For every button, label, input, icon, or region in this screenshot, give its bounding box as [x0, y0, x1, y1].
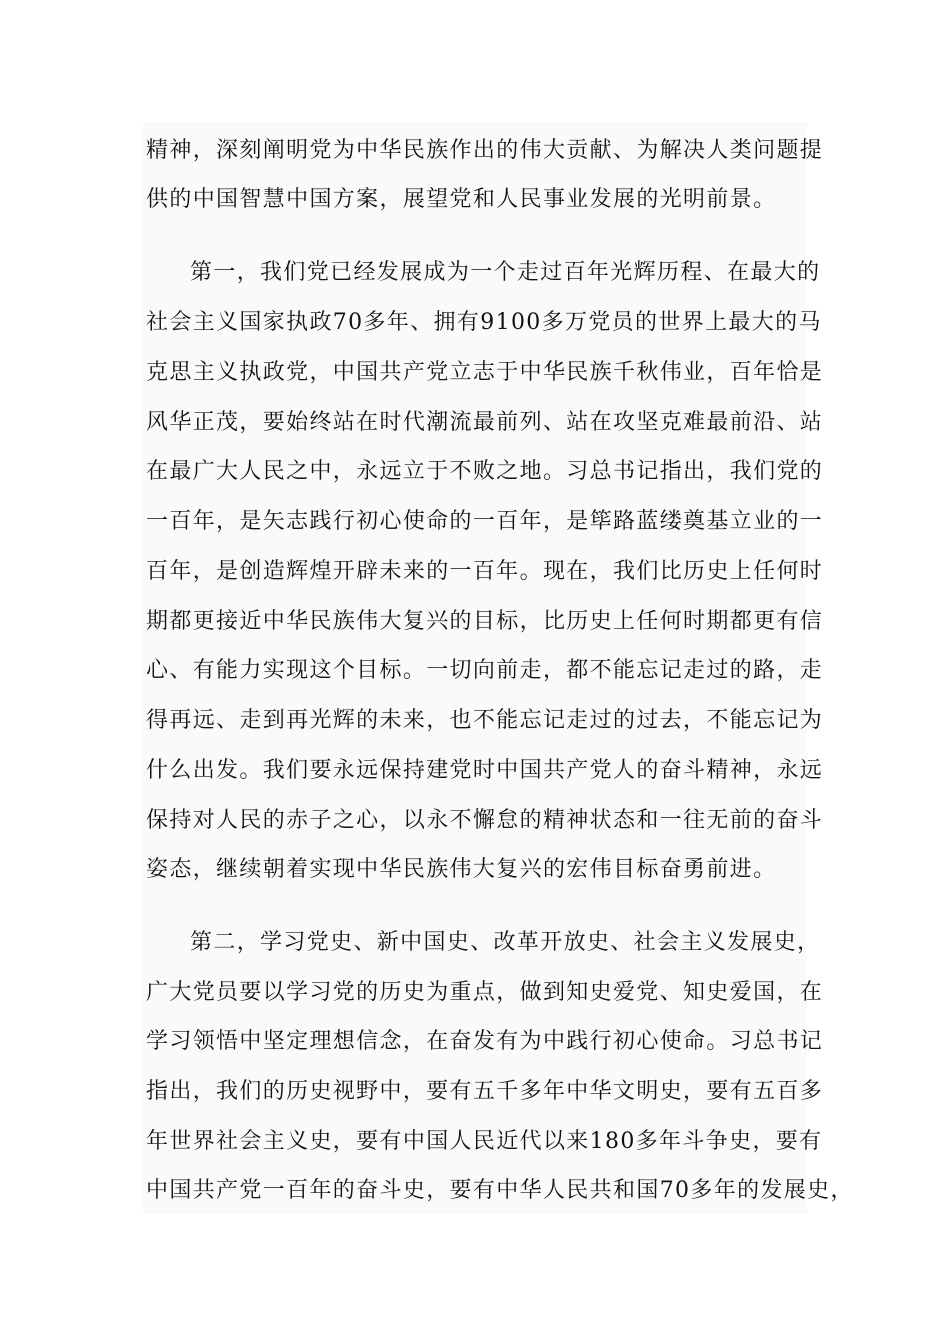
- paragraph-line: 指出，我们的历史视野中，要有五千多年中华文明史，要有五百多: [146, 1079, 824, 1104]
- paragraph-line: 姿态，继续朝着实现中华民族伟大复兴的宏伟目标奋勇前进。: [146, 857, 777, 882]
- paragraph-line: 保持对人民的赤子之心，以永不懈怠的精神状态和一往无前的奋斗: [146, 808, 824, 833]
- paragraph-line: 中国共产党一百年的奋斗史，要有中华人民共和国70多年的发展史，: [146, 1178, 854, 1203]
- paragraph-line: 供的中国智慧中国方案，展望党和人民事业发展的光明前景。: [146, 187, 777, 212]
- paragraph-line: 百年，是创造辉煌开辟未来的一百年。现在，我们比历史上任何时: [146, 559, 824, 584]
- paragraph-line: 广大党员要以学习党的历史为重点，做到知史爱党、知史爱国，在: [146, 980, 824, 1005]
- paragraph-line: 期都更接近中华民族伟大复兴的目标，比历史上任何时期都更有信: [146, 609, 824, 634]
- paragraph-line: 第二，学习党史、新中国史、改革开放史、社会主义发展史，: [190, 930, 821, 955]
- paragraph-line: 得再远、走到再光辉的未来，也不能忘记走过的过去，不能忘记为: [146, 708, 824, 733]
- paragraph-line: 第一，我们党已经发展成为一个走过百年光辉历程、在最大的: [190, 260, 821, 285]
- paragraph-line: 什么出发。我们要永远保持建党时中国共产党人的奋斗精神，永远: [146, 758, 824, 783]
- paragraph-line: 年世界社会主义史，要有中国人民近代以来180多年斗争史，要有: [146, 1129, 823, 1154]
- paragraph-line: 学习领悟中坚定理想信念，在奋发有为中践行初心使命。习总书记: [146, 1029, 824, 1054]
- paragraph-line: 精神，深刻阐明党为中华民族作出的伟大贡献、为解决人类问题提: [146, 138, 824, 163]
- paragraph-line: 风华正茂，要始终站在时代潮流最前列、站在攻坚克难最前沿、站: [146, 410, 824, 435]
- paragraph-line: 克思主义执政党，中国共产党立志于中华民族千秋伟业，百年恰是: [146, 360, 824, 385]
- paragraph-line: 心、有能力实现这个目标。一切向前走，都不能忘记走过的路，走: [146, 658, 824, 683]
- paragraph-line: 在最广大人民之中，永远立于不败之地。习总书记指出，我们党的: [146, 459, 824, 484]
- paragraph-line: 一百年，是矢志践行初心使命的一百年，是筚路蓝缕奠基立业的一: [146, 509, 824, 534]
- paragraph-line: 社会主义国家执政70多年、拥有9100多万党员的世界上最大的马: [146, 310, 822, 335]
